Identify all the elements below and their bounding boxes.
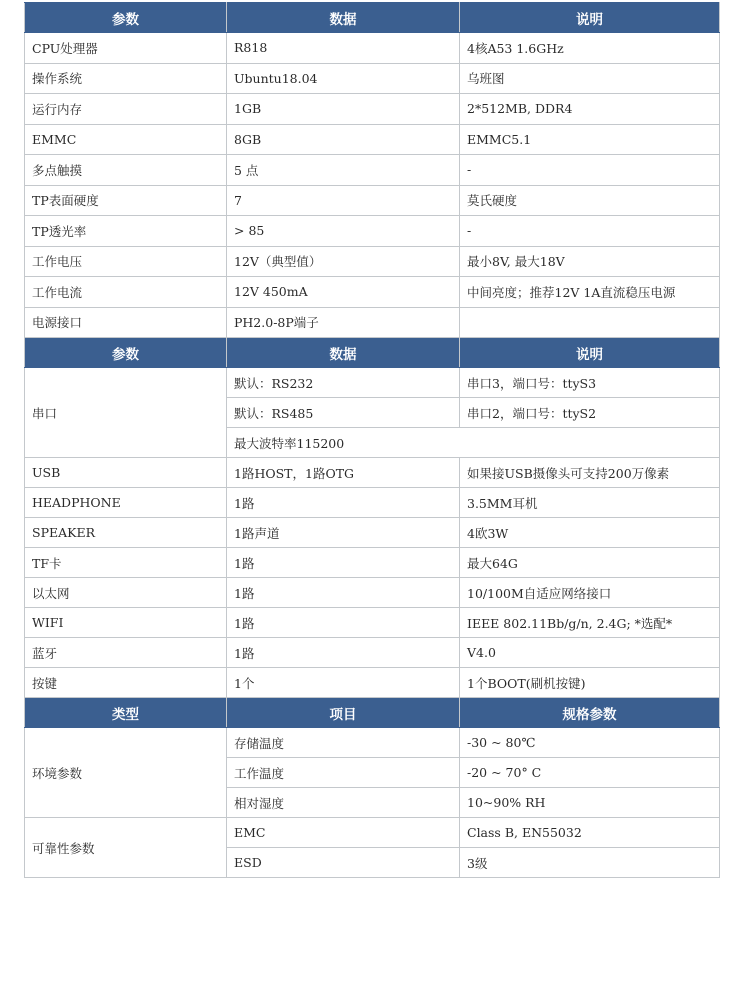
spec-cell: -30 ~ 80℃	[460, 728, 720, 758]
item-cell: 存储温度	[227, 728, 460, 758]
header-cell: 项目	[227, 698, 460, 728]
table-row	[25, 94, 720, 125]
table-row	[25, 608, 720, 638]
item-cell: 工作温度	[227, 758, 460, 788]
param-cell: SPEAKER	[25, 518, 227, 548]
spec-cell: Class B, EN55032	[460, 818, 720, 848]
note-cell: V4.0	[460, 638, 720, 668]
table-row	[25, 728, 720, 758]
table-row	[25, 458, 720, 488]
serial-port-cell: 串口	[25, 368, 227, 458]
data-cell: 默认：RS232	[227, 368, 460, 398]
note-cell: 10/100M自适应网络接口	[460, 578, 720, 608]
data-cell: 1个	[227, 668, 460, 698]
header-cell: 参数	[25, 338, 227, 368]
param-cell: 蓝牙	[25, 638, 227, 668]
data-cell: R818	[227, 33, 460, 64]
table-row	[25, 246, 720, 277]
table-row	[25, 185, 720, 216]
spec-cell: -20 ~ 70° C	[460, 758, 720, 788]
note-cell: IEEE 802.11Bb/g/n, 2.4G; *选配*	[460, 608, 720, 638]
note-cell: 串口2，端口号：ttyS2	[460, 398, 720, 428]
note-cell: 如果接USB摄像头可支持200万像素	[460, 458, 720, 488]
data-cell: 1路	[227, 578, 460, 608]
group-label-cell: 可靠性参数	[25, 818, 227, 878]
param-cell: TP表面硬度	[25, 185, 227, 216]
data-cell: PH2.0-8P端子	[227, 307, 460, 338]
data-cell: 12V 450mA	[227, 277, 460, 308]
spec-cell: 3级	[460, 848, 720, 878]
note-cell: EMMC5.1	[460, 124, 720, 155]
data-cell: 1路	[227, 638, 460, 668]
table-row	[25, 216, 720, 247]
param-cell: 以太网	[25, 578, 227, 608]
table-row	[25, 818, 720, 848]
note-cell: 4核A53 1.6GHz	[460, 33, 720, 64]
note-cell: 2*512MB, DDR4	[460, 94, 720, 125]
header-cell: 类型	[25, 698, 227, 728]
data-cell: > 85	[227, 216, 460, 247]
data-cell: 1路	[227, 608, 460, 638]
note-cell: 中间亮度；推荐12V 1A直流稳压电源	[460, 277, 720, 308]
header-cell: 参数	[25, 3, 227, 33]
data-cell: 12V（典型值）	[227, 246, 460, 277]
table-row	[25, 668, 720, 698]
note-cell: 1个BOOT(刷机按键)	[460, 668, 720, 698]
header-cell: 说明	[460, 3, 720, 33]
note-cell: 乌班图	[460, 63, 720, 94]
table-row	[25, 518, 720, 548]
header-cell: 说明	[460, 338, 720, 368]
param-cell: 运行内存	[25, 94, 227, 125]
note-cell: 莫氏硬度	[460, 185, 720, 216]
data-cell: 7	[227, 185, 460, 216]
data-cell: 1GB	[227, 94, 460, 125]
note-cell: -	[460, 155, 720, 186]
table-header-row	[25, 3, 720, 33]
param-cell: TF卡	[25, 548, 227, 578]
data-cell: 5 点	[227, 155, 460, 186]
param-cell: EMMC	[25, 124, 227, 155]
param-cell: WIFI	[25, 608, 227, 638]
group-label-cell: 环境参数	[25, 728, 227, 818]
spec-table	[24, 2, 720, 878]
param-cell: 电源接口	[25, 307, 227, 338]
data-cell: 1路HOST，1路OTG	[227, 458, 460, 488]
header-cell: 规格参数	[460, 698, 720, 728]
param-cell: 按键	[25, 668, 227, 698]
note-cell: 4欧3W	[460, 518, 720, 548]
table-header-row	[25, 338, 720, 368]
param-cell: USB	[25, 458, 227, 488]
note-cell: 最大64G	[460, 548, 720, 578]
data-cell: 1路	[227, 548, 460, 578]
table-row	[25, 277, 720, 308]
table-row	[25, 63, 720, 94]
note-cell: -	[460, 216, 720, 247]
param-cell: 工作电流	[25, 277, 227, 308]
table-row	[25, 488, 720, 518]
note-cell: 串口3，端口号：ttyS3	[460, 368, 720, 398]
data-cell: 8GB	[227, 124, 460, 155]
table-row	[25, 368, 720, 398]
param-cell: CPU处理器	[25, 33, 227, 64]
table-row	[25, 578, 720, 608]
header-cell: 数据	[227, 3, 460, 33]
note-cell: 最小8V, 最大18V	[460, 246, 720, 277]
table-row	[25, 124, 720, 155]
table-row	[25, 638, 720, 668]
data-cell: 1路声道	[227, 518, 460, 548]
item-cell: ESD	[227, 848, 460, 878]
data-cell: 1路	[227, 488, 460, 518]
baud-rate-cell: 最大波特率115200	[227, 428, 720, 458]
table-row	[25, 155, 720, 186]
note-cell: 3.5MM耳机	[460, 488, 720, 518]
spec-cell: 10~90% RH	[460, 788, 720, 818]
param-cell: 多点触摸	[25, 155, 227, 186]
table-row	[25, 307, 720, 338]
param-cell: HEADPHONE	[25, 488, 227, 518]
param-cell: 工作电压	[25, 246, 227, 277]
data-cell: 默认：RS485	[227, 398, 460, 428]
data-cell: Ubuntu18.04	[227, 63, 460, 94]
note-cell	[460, 307, 720, 338]
header-cell: 数据	[227, 338, 460, 368]
param-cell: 操作系统	[25, 63, 227, 94]
item-cell: 相对湿度	[227, 788, 460, 818]
table-row	[25, 548, 720, 578]
table-row	[25, 33, 720, 64]
item-cell: EMC	[227, 818, 460, 848]
table-header-row	[25, 698, 720, 728]
param-cell: TP透光率	[25, 216, 227, 247]
